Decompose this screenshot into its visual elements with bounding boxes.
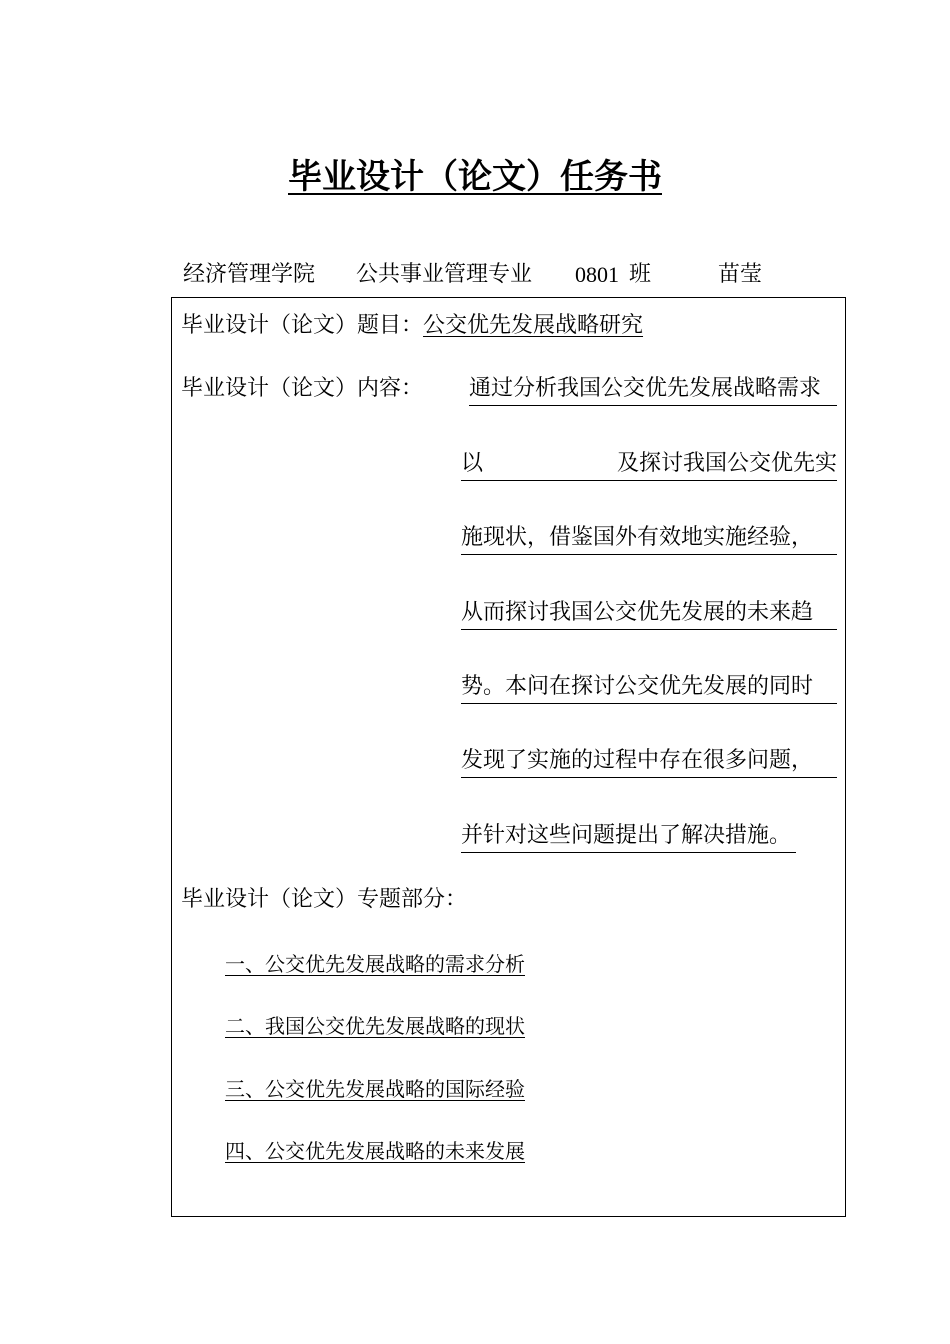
class-suffix: 班 [629, 262, 652, 287]
special-topics-label: 毕业设计（论文）专题部分： [181, 887, 468, 912]
class-number: 0801 [575, 262, 619, 287]
special-topic-item: 四、公交优先发展战略的未来发展 [225, 1139, 525, 1163]
content-line-3: 施现状，借鉴国外有效地实施经验， [461, 522, 837, 555]
topic-value: 公交优先发展战略研究 [423, 313, 644, 338]
special-topic-item: 二、我国公交优先发展战略的现状 [225, 1014, 525, 1038]
student-name: 苗莹 [718, 262, 763, 287]
topic-label: 毕业设计（论文）题目： [181, 313, 424, 338]
content-label: 毕业设计（论文）内容： [181, 376, 424, 401]
content-line-1: 通过分析我国公交优先发展战略需求 [469, 373, 837, 406]
content-line-5: 势。本问在探讨公交优先发展的同时 [461, 671, 837, 704]
content-line-6: 发现了实施的过程中存在很多问题， [461, 745, 837, 778]
content-line-7: 并针对这些问题提出了解决措施。 [461, 820, 796, 853]
special-topic-item: 三、公交优先发展战略的国际经验 [225, 1077, 525, 1101]
major-name: 公共事业管理专业 [356, 262, 533, 287]
content-line-4: 从而探讨我国公交优先发展的未来趋 [461, 597, 837, 630]
document-title: 毕业设计（论文）任务书 [288, 157, 662, 197]
content-line-2: 以 及探讨我国公交优先实 [461, 448, 837, 481]
special-topic-item: 一、公交优先发展战略的需求分析 [225, 952, 525, 976]
school-name: 经济管理学院 [183, 262, 316, 287]
topic-row [181, 310, 643, 342]
